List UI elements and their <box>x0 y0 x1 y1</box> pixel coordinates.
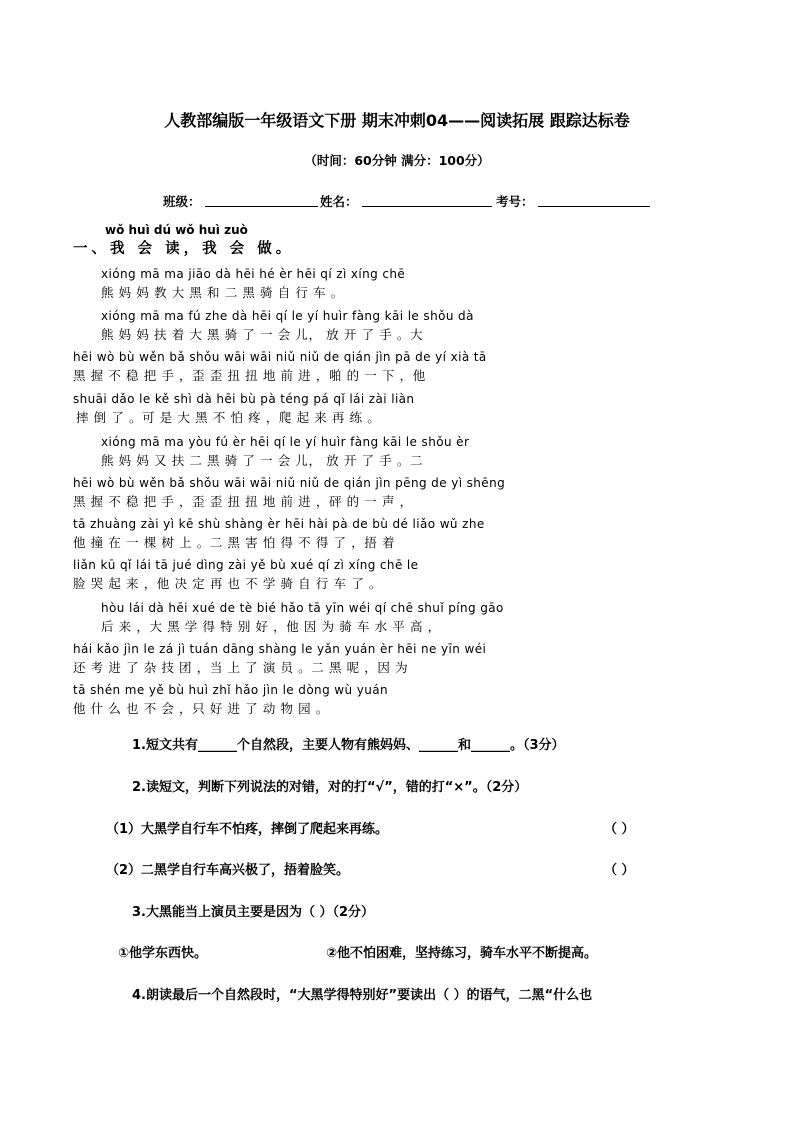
question-3-option-1: ①他学东西快。 <box>118 946 208 961</box>
passage-pinyin: hēi wò bù wěn bǎ shǒu wāi wāi niǔ niǔ de qián jìn pēng de yì shēng <box>73 476 506 490</box>
passage-line: 还 考 进 了 杂 技 团 ，当 上 了 演 员 。二 黑 呢 ，因 为 <box>73 660 409 675</box>
question-2-item-1: （1）大黑学自行车不怕疼，摔倒了爬起来再练。 <box>106 822 389 837</box>
passage-pinyin: hòu lái dà hēi xué de tè bié hǎo tā yīn wéi qí chē shuǐ píng gāo <box>101 601 504 615</box>
question-3-option-2: ②他不怕困难，坚持练习，骑车水平不断提高。 <box>326 946 598 961</box>
passage-pinyin: hái kǎo jìn le zá jì tuán dāng shàng le yǎn yuán èr hēi ne yīn wéi <box>73 642 487 656</box>
passage-line: 后 来 ，大 黑 学 得 特 别 好 ，他 因 为 骑 车 水 平 高 ， <box>101 619 441 634</box>
passage-pinyin: hēi wò bù wěn bǎ shǒu wāi wāi niǔ niǔ de qián jìn pā de yí xià tā <box>73 350 487 364</box>
class-label: 班级： <box>163 194 201 209</box>
passage-line: 熊 妈 妈 教 大 黑 和 二 黑 骑 自 行 车 。 <box>101 285 344 300</box>
page-title: 人教部编版一年级语文下册 期末冲刺04——阅读拓展 跟踪达标卷 <box>164 111 630 130</box>
passage-line: 熊 妈 妈 又 扶 二 黑 骑 了 一 会 儿， 放 开 了 手 。二 <box>101 453 424 468</box>
answer-bracket[interactable]: （ ） <box>604 822 635 837</box>
exam-time-score: （时间：60分钟 满分：100分） <box>304 153 490 168</box>
passage-pinyin: xióng mā ma fú zhe dà hēi qí le yí huìr fàng kāi le shǒu dà <box>101 309 474 323</box>
id-label: 考号： <box>496 194 534 209</box>
answer-bracket[interactable]: （ ） <box>604 863 635 878</box>
question-3: 3.大黑能当上演员主要是因为（ ）（2分） <box>132 905 375 920</box>
passage-line: 他 撞 在 一 棵 树 上 。二 黑 害 怕 得 不 得 了 ，捂 着 <box>73 535 396 550</box>
passage-line: 摔 倒 了 。可 是 大 黑 不 怕 疼 ，爬 起 来 再 练 。 <box>76 410 381 425</box>
id-field[interactable] <box>538 206 650 207</box>
passage-line: 黑 握 不 稳 把 手 ，歪 歪 扭 扭 地 前 进 ，砰 的 一 声 ， <box>73 494 413 509</box>
passage-pinyin: shuāi dǎo le kě shì dà hēi bù pà téng pá qǐ lái zài liàn <box>73 392 415 406</box>
passage-pinyin: tā zhuàng zài yì kē shù shàng èr hēi hài pà de bù dé liǎo wǔ zhe <box>73 517 485 531</box>
question-1: 1.短文共有______个自然段，主要人物有熊妈妈、______和______。（3分） <box>132 738 565 753</box>
passage-line: 脸 哭 起 来 ，他 决 定 再 也 不 学 骑 自 行 车 了 。 <box>73 576 382 591</box>
passage-line: 熊 妈 妈 扶 着 大 黑 骑 了 一 会 儿， 放 开 了 手 。大 <box>101 327 424 342</box>
name-field[interactable] <box>362 206 492 207</box>
class-field[interactable] <box>205 206 318 207</box>
section-heading-pinyin: wǒ huì dú wǒ huì zuò <box>105 223 248 237</box>
passage-pinyin: xióng mā ma yòu fú èr hēi qí le yí huìr fàng kāi le shǒu èr <box>101 435 470 449</box>
section-heading: 一、我 会 读，我 会 做。 <box>73 241 295 257</box>
question-2: 2.读短文，判断下列说法的对错，对的打“√”，错的打“×”。（2分） <box>132 780 528 795</box>
passage-pinyin: xióng mā ma jiāo dà hēi hé èr hēi qí zì xíng chē <box>101 267 406 281</box>
passage-pinyin: tā shén me yě bù huì zhǐ hǎo jìn le dòng wù yuán <box>73 683 388 697</box>
question-2-item-2: （2）二黑学自行车高兴极了，捂着脸笑。 <box>106 863 350 878</box>
passage-pinyin: liǎn kū qǐ lái tā jué dìng zài yě bù xué qí zì xíng chē le <box>73 558 419 572</box>
question-4: 4.朗读最后一个自然段时，“大黑学得特别好”要读出（ ）的语气，二黑“什么也 <box>132 988 593 1003</box>
passage-line: 他 什 么 也 不 会 ，只 好 进 了 动 物 园 。 <box>73 701 329 716</box>
name-label: 姓名： <box>320 194 358 209</box>
passage-line: 黑 握 不 稳 把 手 ，歪 歪 扭 扭 地 前 进 ，啪 的 一 下 ，他 <box>73 368 426 383</box>
